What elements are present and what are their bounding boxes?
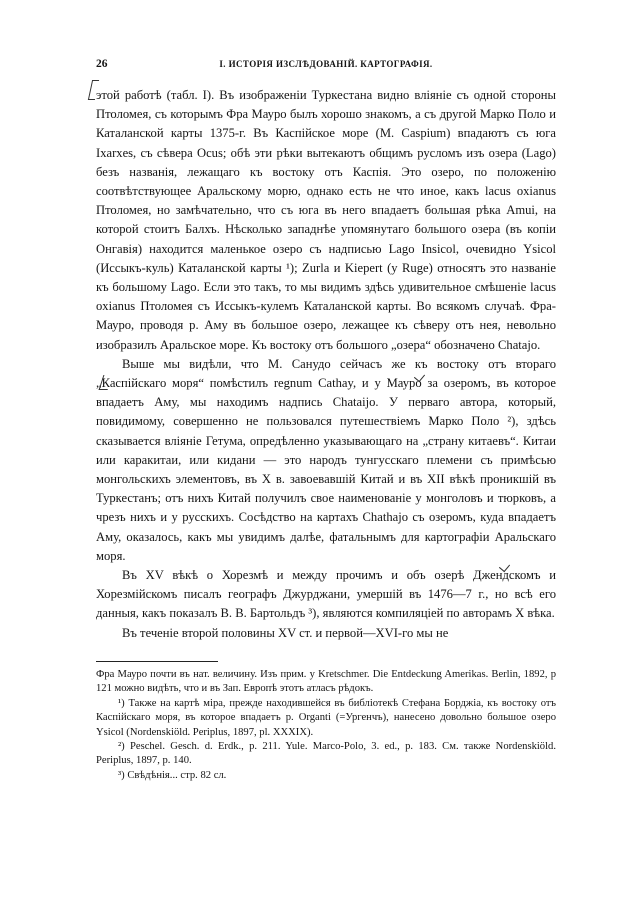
page-header — [96, 58, 556, 80]
main-text — [96, 86, 556, 643]
running-title: I. ИСТОРІЯ ИЗСЛѢДОВАНІЙ. КАРТОГРАФІЯ. — [219, 59, 433, 69]
book-page — [96, 58, 556, 783]
page-number: 26 — [96, 58, 108, 70]
footnotes — [96, 668, 556, 783]
footnote-2: ²) Peschel. Gesch. d. Erdk., p. 211. Yule. Marco-Polo, 3. ed., p. 183. См. также Nordenskiöld. Periplus, 1897, p. 140. — [96, 740, 556, 767]
footnote-divider — [96, 661, 218, 662]
paragraph-2: Выше мы видѣли, что М. Санудо сейчасъ же къ востоку отъ втораго „Каспійскаго моря“ помѣстилъ regnum Cathay, и у Мауро за озеромъ, въ которое впадаетъ Аму, мы находимъ надпись Chataijo. У перваго автора, который, повидимому, совершенно не пользовался путешествіемъ Марко Поло ²), здѣсь сказывается вліяніе Гетума, опредѣленно указывающаго на „страну китаевъ“. Китаи или каракитаи, или кидани — это народъ тунгусскаго племени съ примѣсью монгольскихъ элементовъ, въ X в. завоевавшій Китай и въ XII вѣкѣ проникшій въ Туркестанъ; отъ нихъ Китай получилъ свое наименованіе у монголовъ и тюрковъ, а чрезъ нихъ и у русскихъ. Сосѣдство на картахъ Chathajo съ озеромъ, куда впадаетъ Аму, оказалось, какъ мы увидимъ далѣе, фатальнымъ для картографіи Аральскаго моря. — [96, 356, 556, 563]
footnote-3: ³) Свѣдѣнія... стр. 82 сл. — [118, 769, 227, 781]
paragraph-3: Въ XV вѣкѣ о Хорезмѣ и между прочимъ и объ озерѣ Джендскомъ и Хорезмійскомъ писалъ географъ Джурджани, умершій въ 1476—7 г., но всѣ его данныя, какъ показалъ В. В. Бартольдъ ³), являются компиляціей по авторамъ X вѣка. — [96, 568, 556, 621]
footnote-1: ¹) Также на картѣ міра, прежде находившейся въ библіотекѣ Стефана Борджіа, къ востоку отъ Каспійскаго моря, въ которое впадаетъ р. Organti (=Ургенчъ), нанесено довольно большое озеро Ysicol (Nordenskiöld. Periplus, 1897, pl. XXXIX). — [96, 697, 556, 738]
paragraph-1: этой работѣ (табл. I). Въ изображеніи Туркестана видно вліяніе съ одной стороны Птоломея, съ которымъ Фра Мауро былъ хорошо знакомъ, а съ другой Марко Поло и Каталанской карты 1375-г. Въ Каспійское море (М. Caspium) впадаютъ съ юга Ixarxes, съ сѣвера Ocus; обѣ эти рѣки вытекаютъ общимъ русломъ изъ озера (Lago) безъ названія, лежащаго къ востоку отъ Каспія. Это озеро, по положенію соотвѣтствующее Аральскому морю, однако есть не что иное, какъ lacus oxianus Птоломея, но замѣчательно, что съ юга въ него впадаетъ большая рѣка Amui, на которой стоитъ Балхъ. Нѣсколько западнѣе упомянутаго большого озера (въ копіи Онгавія) находится маленькое озеро съ надписью Lago Insicol, очевидно Ysicol (Иссыкъ-куль) Каталанской карты ¹); Zurla и Kiepert (у Ruge) относятъ это названіе къ большому Lago. Если это такъ, то мы видимъ здѣсь удивительное смѣшеніе lacus oxianus Птоломея съ Иссыкъ-кулемъ Каталанской карты. Во всякомъ случаѣ. Фра-Мауро, проводя р. Аму въ большое озеро, лежащее къ сѣверу отъ нея, невольно изобразилъ Аральское море. Къ востоку отъ большого „озера“ обозначено Chatajo. — [96, 88, 556, 352]
paragraph-4: Въ теченіе второй половины XV ст. и первой—XVI-го мы не — [122, 625, 449, 640]
footnote-continuation: Фра Мауро почти въ нат. величину. Изъ прим. у Kretschmer. Die Entdeckung Amerikas. Berlin, 1892, p 121 можно видѣть, что и въ Зап. Европѣ этотъ атласъ рѣдокъ. — [96, 668, 556, 695]
